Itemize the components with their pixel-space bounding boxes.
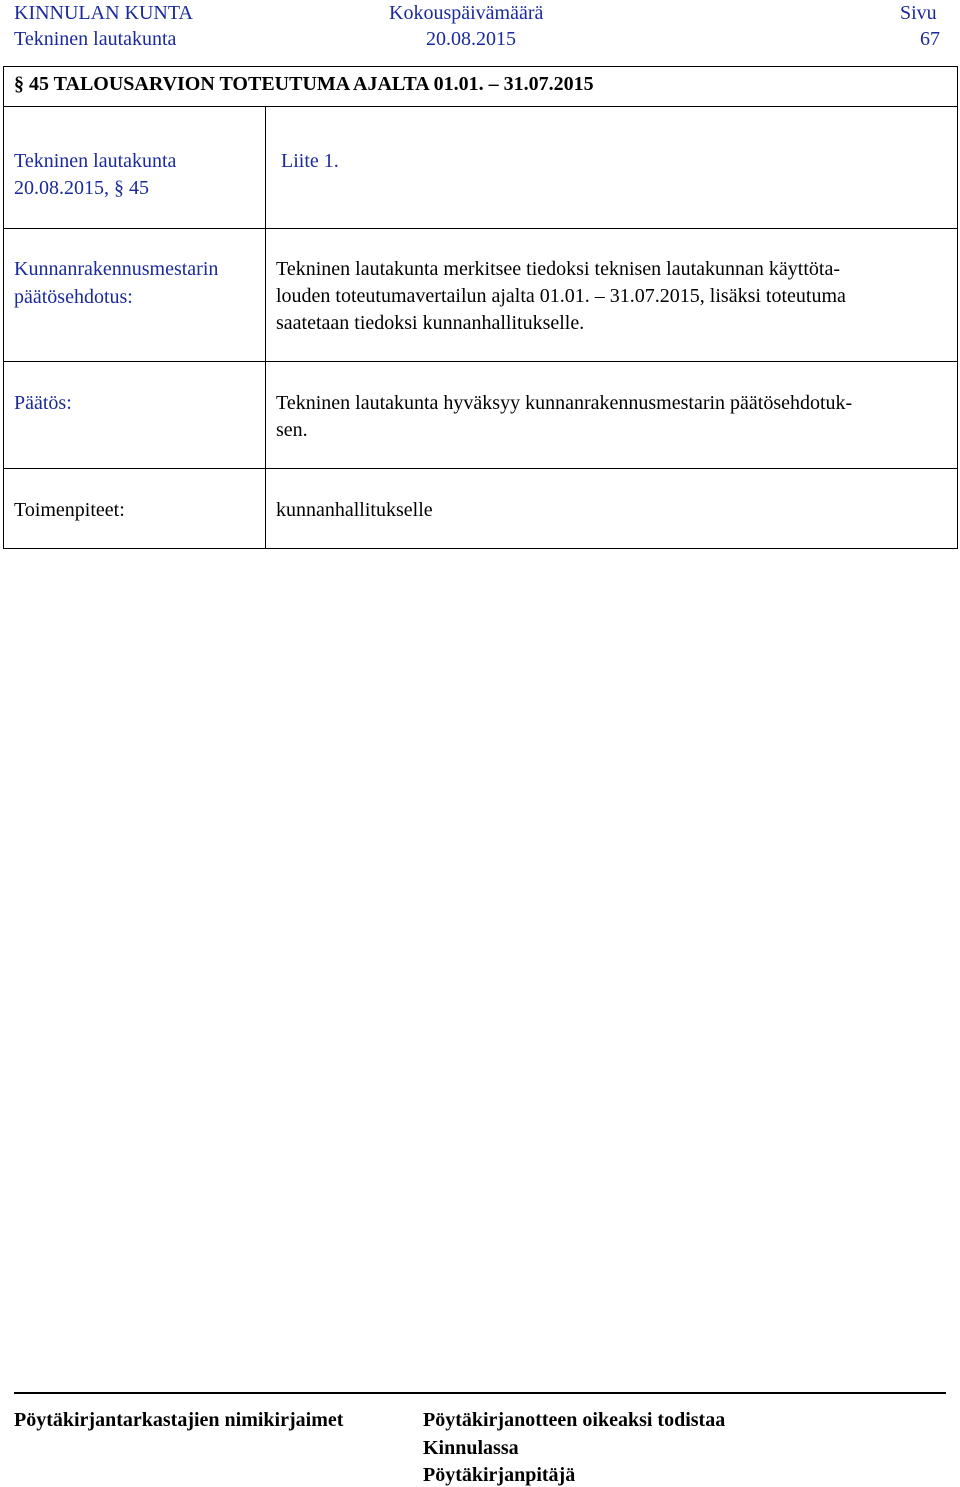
minutes-table [3, 66, 958, 549]
row-divider [4, 361, 957, 362]
row-divider [4, 468, 957, 469]
footer-rule [14, 1392, 946, 1394]
decision-text-line: sen. [276, 419, 308, 441]
place-label: Kinnulassa [423, 1437, 519, 1459]
decision-text-line: Tekninen lautakunta hyväksyy kunnanrakennusmestarin päätösehdotuk- [276, 392, 853, 414]
certified-copy-label: Pöytäkirjanotteen oikeaksi todistaa [423, 1409, 726, 1431]
board-name: Tekninen lautakunta [14, 28, 177, 50]
page-label: Sivu [900, 2, 937, 24]
meeting-date-label: Kokouspäivämäärä [389, 2, 544, 24]
column-divider [265, 106, 266, 549]
proposal-text-line: louden toteutumavertailun ajalta 01.01. – 31.07.2015, lisäksi toteutuma [276, 285, 846, 307]
decision-label: Päätös: [14, 392, 72, 414]
attachment-label: Liite 1. [281, 150, 339, 172]
proposal-text-line: saatetaan tiedoksi kunnanhallitukselle. [276, 312, 585, 334]
proposal-text-line: Tekninen lautakunta merkitsee tiedoksi teknisen lautakunnan käyttöta- [276, 258, 840, 280]
actions-label: Toimenpiteet: [14, 499, 125, 521]
actions-value: kunnanhallitukselle [276, 499, 433, 521]
row-divider [4, 228, 957, 229]
section-title: § 45 TALOUSARVION TOTEUTUMA AJALTA 01.01. – 31.07.2015 [14, 73, 594, 95]
page-number: 67 [920, 28, 940, 50]
reviewers-initials-label: Pöytäkirjantarkastajien nimikirjaimet [14, 1409, 344, 1431]
meeting-date: 20.08.2015 [426, 28, 516, 50]
meta-date: 20.08.2015, § 45 [14, 177, 149, 199]
signer-title: Pöytäkirjanpitäjä [423, 1464, 576, 1486]
proposal-label: Kunnanrakennusmestarin [14, 258, 219, 280]
proposal-label-suffix: päätösehdotus: [14, 286, 133, 308]
meta-board: Tekninen lautakunta [14, 150, 177, 172]
title-divider [4, 106, 957, 107]
organization-name: KINNULAN KUNTA [14, 2, 193, 24]
